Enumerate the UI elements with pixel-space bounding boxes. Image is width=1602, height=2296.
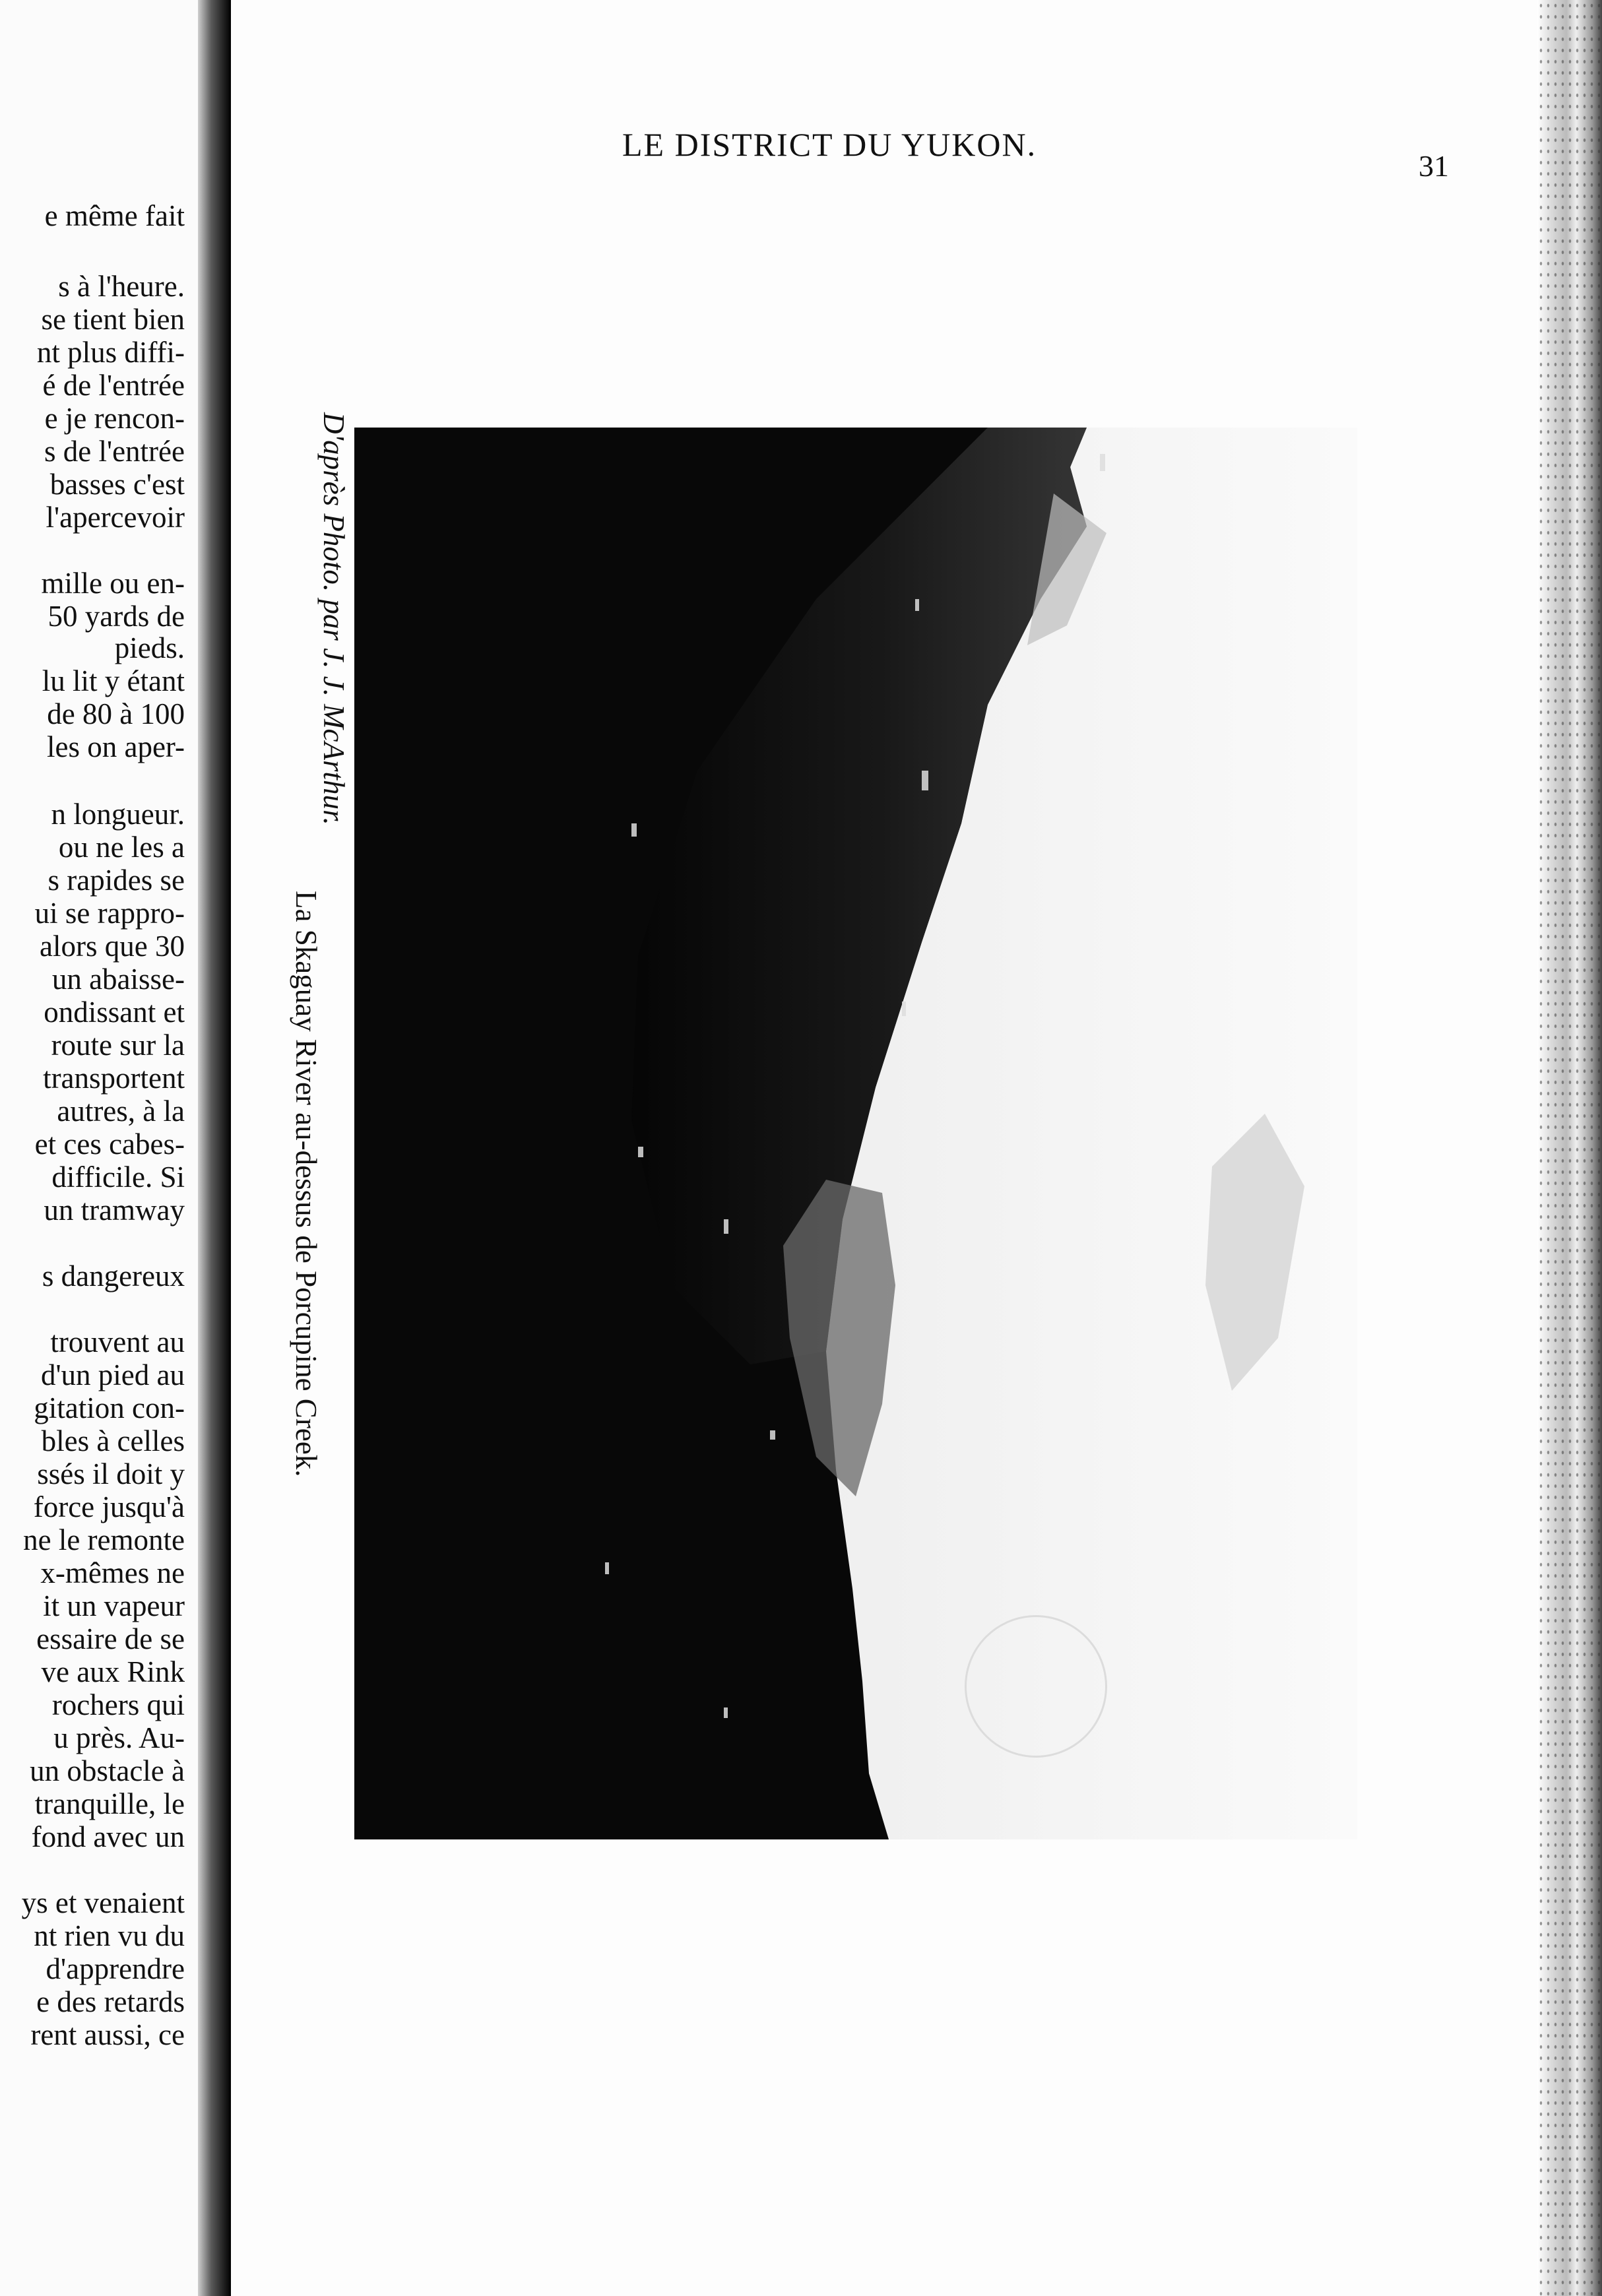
facing-page-line: ssés il doit y <box>37 1457 185 1490</box>
facing-page-line: alors que 30 <box>40 930 185 963</box>
facing-page <box>0 0 198 2296</box>
facing-page-line: mille ou en- <box>41 567 185 600</box>
facing-page-line: s de l'entrée <box>44 435 185 468</box>
facing-page-line: n longueur. <box>51 798 185 831</box>
facing-page-line: bles à celles <box>41 1424 185 1457</box>
facing-page-line: rent aussi, ce <box>30 2018 185 2051</box>
facing-page-line: ve aux Rink <box>41 1655 185 1688</box>
facing-page-line: autres, à la <box>57 1095 185 1128</box>
facing-page-line: e des retards <box>36 1985 185 2018</box>
facing-page-line: lu lit y étant <box>42 664 185 697</box>
facing-page-line: ou ne les a <box>58 831 185 864</box>
page-edge-texture <box>1537 0 1602 2296</box>
facing-page-line: ys et venaient <box>21 1886 185 1919</box>
facing-page-line: gitation con- <box>34 1391 185 1424</box>
facing-page-line: un abaisse- <box>51 963 185 996</box>
facing-page-line: ui se rappro- <box>34 897 185 930</box>
facing-page-line: de 80 à 100 <box>47 697 185 730</box>
facing-page-line: s à l'heure. <box>58 270 185 303</box>
page-number: 31 <box>1419 149 1449 183</box>
river-photograph <box>354 428 1357 1839</box>
running-title: LE DISTRICT DU YUKON. <box>622 126 1037 163</box>
facing-page-line: x-mêmes ne <box>40 1556 185 1589</box>
facing-page-line: pieds. <box>114 631 185 664</box>
facing-page-line: rochers qui <box>51 1688 185 1721</box>
facing-page-line: it un vapeur <box>43 1589 185 1622</box>
facing-page-line: ondissant et <box>44 996 185 1029</box>
facing-page-line: é de l'entrée <box>42 369 185 402</box>
facing-page-line: difficile. Si <box>51 1161 185 1194</box>
facing-page-line: s rapides se <box>48 864 185 897</box>
figure-caption: La Skaguay River au-dessus de Porcupine Creek. <box>290 891 323 1477</box>
facing-page-line: un obstacle à <box>30 1754 185 1787</box>
facing-page-line: ne le remonte <box>23 1523 185 1556</box>
facing-page-line: nt plus diffi- <box>36 336 185 369</box>
facing-page-line: force jusqu'à <box>33 1490 185 1523</box>
facing-page-line: nt rien vu du <box>34 1919 185 1952</box>
page-edge <box>1537 0 1602 2296</box>
facing-page-line: basses c'est <box>49 468 185 501</box>
facing-page-line: les on aper- <box>46 730 185 763</box>
facing-page-line: fond avec un <box>31 1820 185 1853</box>
photo-illustration <box>354 428 1357 1839</box>
facing-page-line: d'un pied au <box>40 1358 185 1391</box>
facing-page-line: route sur la <box>51 1029 185 1062</box>
facing-page-line: s dangereux <box>42 1260 185 1292</box>
facing-page-line: u près. Au- <box>53 1721 185 1754</box>
facing-page-line: e même fait <box>44 199 185 232</box>
facing-page-line: essaire de se <box>36 1622 185 1655</box>
facing-page-line: e je rencon- <box>44 402 185 435</box>
book-gutter <box>198 0 231 2296</box>
circled-detail <box>965 1615 1107 1758</box>
facing-page-line: d'apprendre <box>46 1952 185 1985</box>
facing-page-line: l'apercevoir <box>46 501 185 534</box>
facing-page-line: tranquille, le <box>34 1787 185 1820</box>
facing-page-line: 50 yards de <box>48 600 185 633</box>
facing-page-line: et ces cabes- <box>34 1128 185 1161</box>
facing-page-line: se tient bien <box>41 303 185 336</box>
facing-page-line: trouvent au <box>50 1325 185 1358</box>
photo-credit: D'après Photo. par J. J. McArthur. <box>317 412 350 825</box>
facing-page-line: un tramway <box>44 1194 185 1227</box>
facing-page-line: transportent <box>43 1062 185 1095</box>
